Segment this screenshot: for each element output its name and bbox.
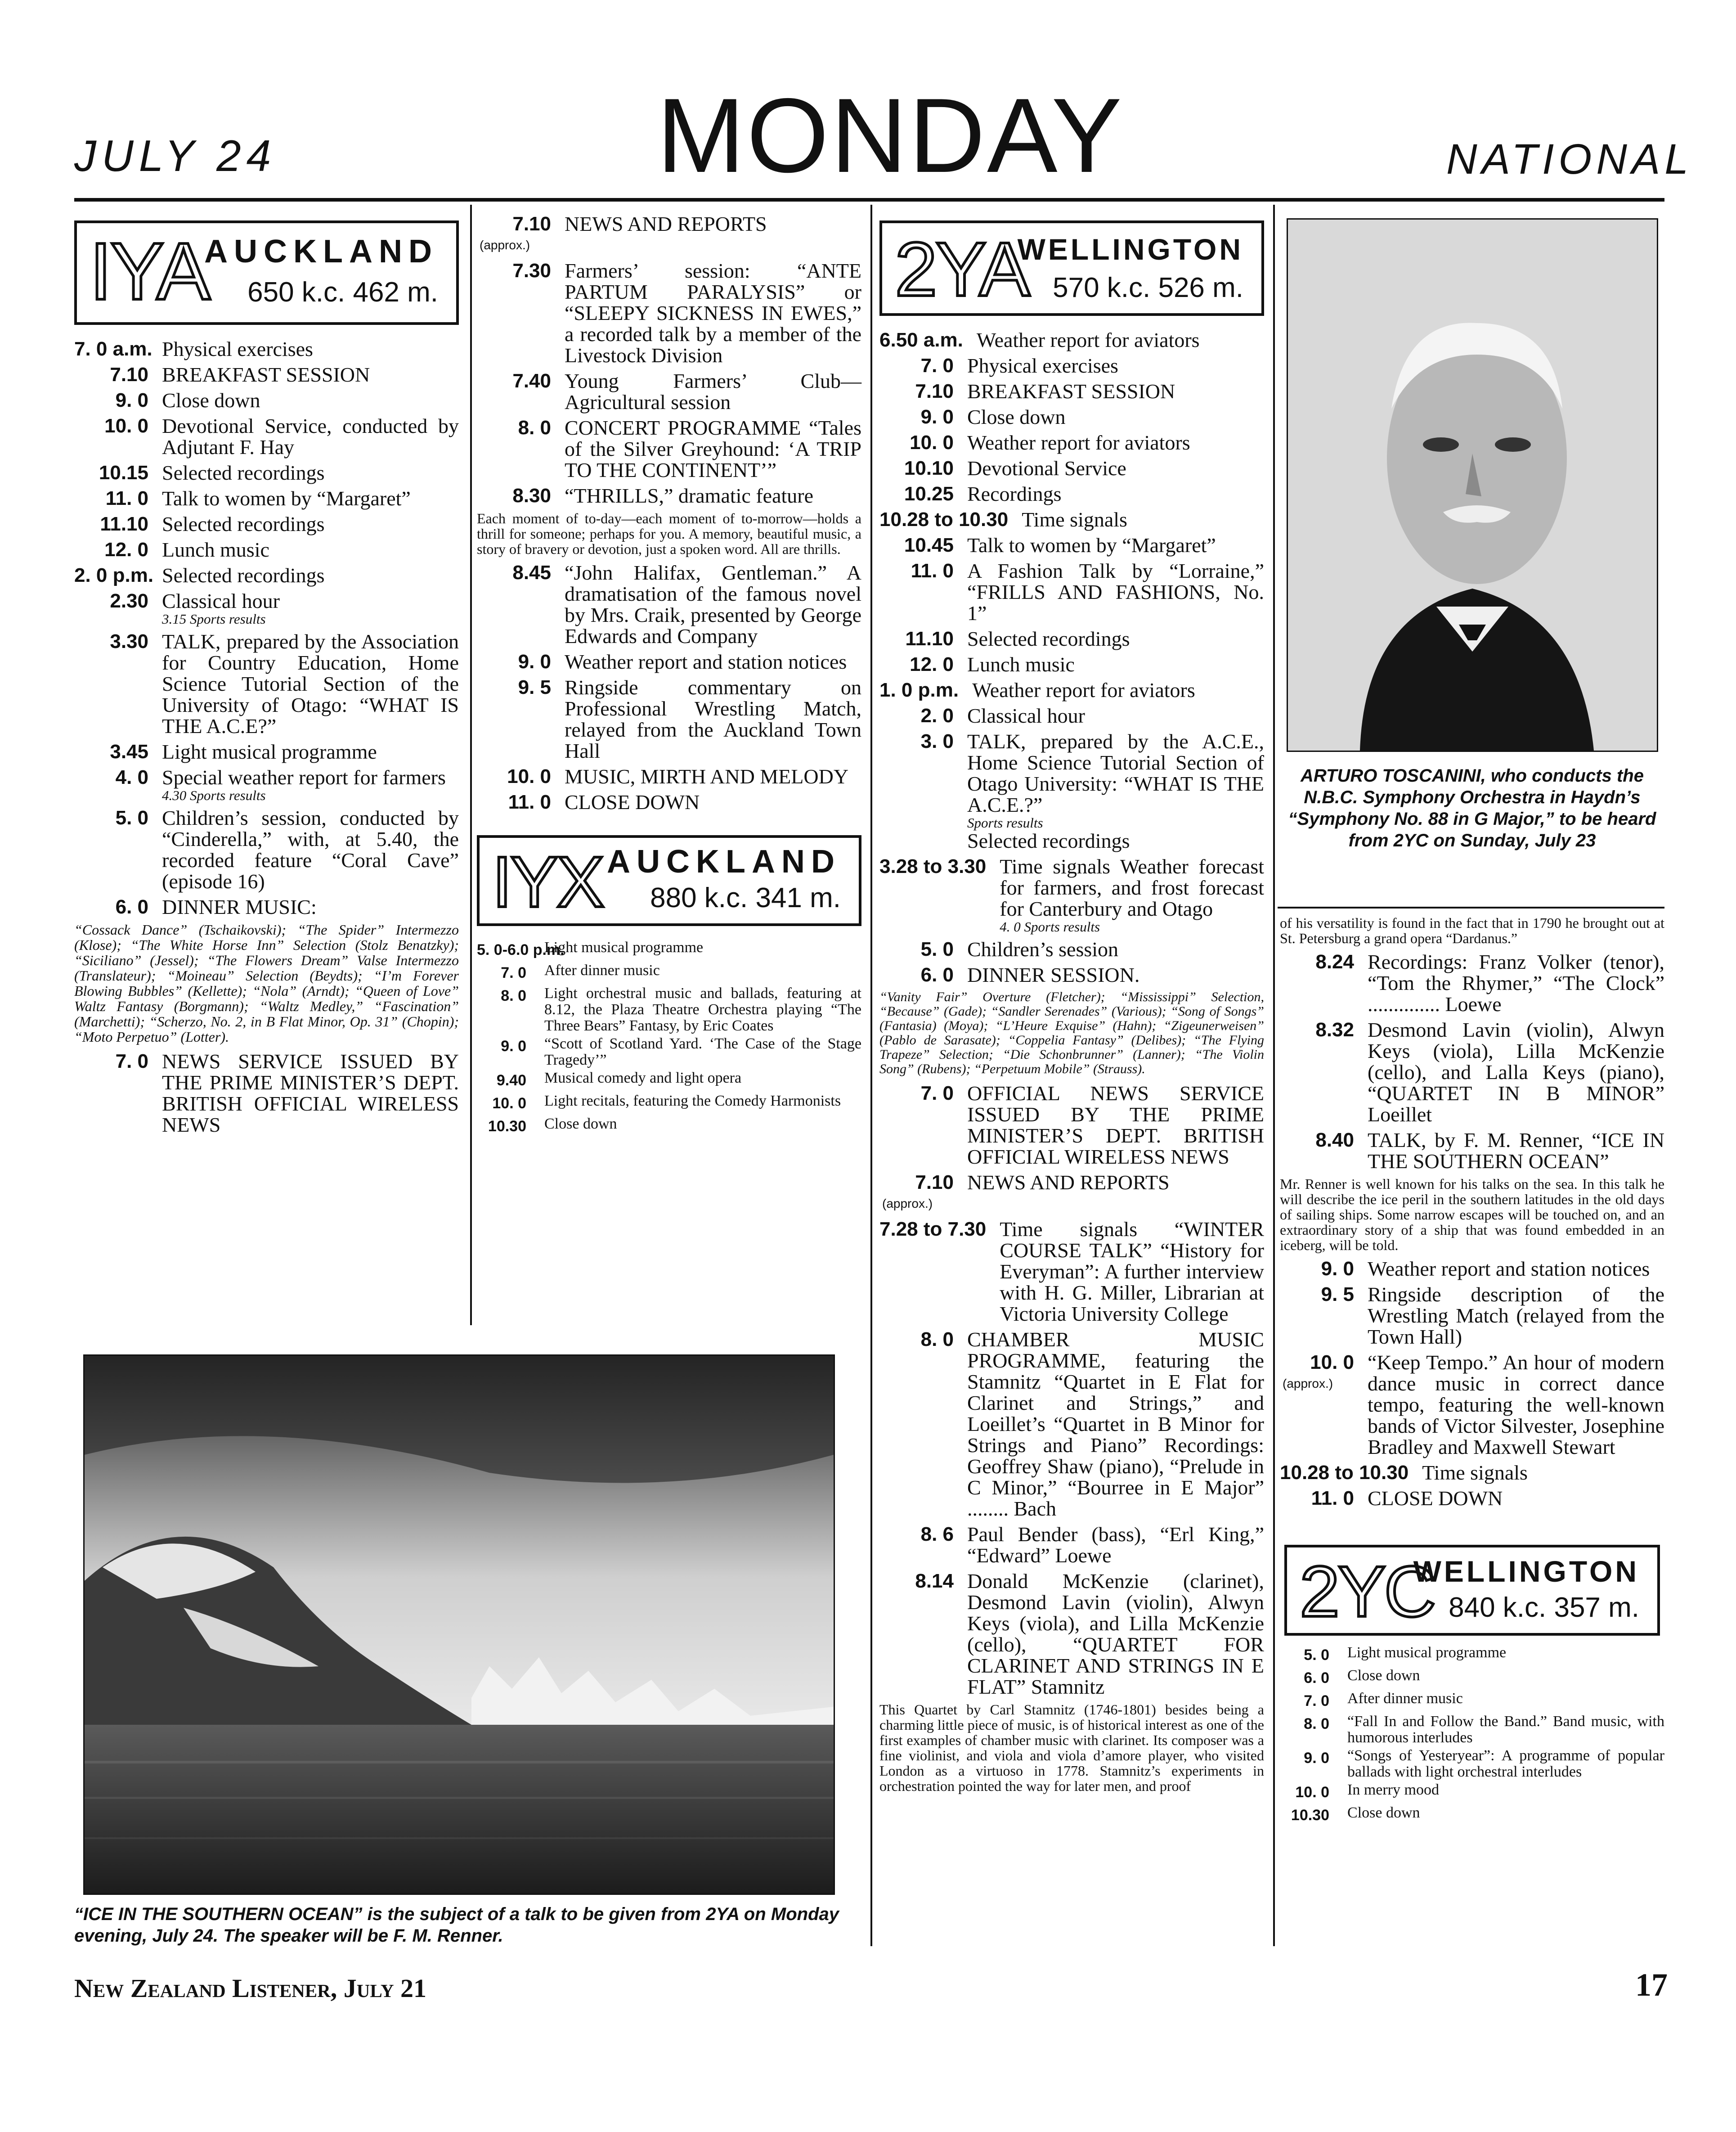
column-1ya: [74, 220, 459, 1140]
programme-time: 10.30: [488, 1118, 526, 1135]
programme-item: [879, 1329, 1264, 1519]
programme-text: TALK, prepared by the Association for Country Education, Home Science Tutorial Section of the University of Otago: “WHAT IS THE A.C.E?”: [162, 630, 459, 738]
programme-text: CONCERT PROGRAMME “Tales of the Silver Greyhound: ‘A TRIP TO THE CONTINENT’”: [565, 416, 861, 481]
programme-time: 8. 0: [501, 987, 526, 1004]
programme-subnote: 4. 0 Sports results: [1000, 919, 1100, 935]
dinner-session-list: “Vanity Fair” Overture (Fletcher); “Mississippi” Selection, “Because” (Gade); “Sandler Serenades” (Various); “Song of Songs” (Fantasia) (Moya); “L’Heure Exquise” (Hahn); “Zigeunerweisen” (Pablo de Sarasate); “Coppelia Fantasy” (Delibes); “The Flying Trapeze” Selection; “Die Schonbrunner” (Lanner); “The Violin Song” (Rubens); “Perpetuum Mobile” (Strauss).: [879, 990, 1264, 1076]
programme-time: 11.10: [100, 513, 148, 535]
programme-text: Close down: [967, 405, 1066, 428]
station-box-2ya: [879, 220, 1264, 316]
programme-item: [1280, 1668, 1664, 1689]
programme-time: 10. 0: [910, 432, 954, 454]
programme-time: 11. 0: [508, 791, 551, 813]
programme-item: [879, 856, 1264, 934]
programme-text: Close down: [162, 389, 260, 412]
iceberg-image: [85, 1356, 834, 1894]
programme-text: Talk to women by “Margaret”: [162, 487, 411, 510]
programme-item: [74, 488, 459, 509]
programme-item: [477, 792, 861, 813]
programme-item: [879, 535, 1264, 556]
column-1ya-evening: [477, 211, 861, 1139]
programme-text: Ringside commentary on Professional Wrestling Match, relayed from the Auckland Town Hall: [565, 676, 861, 762]
programme-item: [74, 513, 459, 535]
programme-text: Selected recordings: [162, 564, 325, 587]
programme-time: 5. 0-6.0 p.m.: [477, 941, 565, 958]
programme-item: [879, 628, 1264, 649]
programme-time: 3.28 to 3.30: [879, 855, 987, 877]
programme-text: “THRILLS,” dramatic feature: [565, 484, 814, 507]
programme-item: [879, 1524, 1264, 1566]
programme-text: Time signals “WINTER COURSE TALK” “History for Everyman”: A further interview with H. G. Miller, Librarian at Victoria University College: [1000, 1218, 1264, 1325]
programme-text: Selected recordings: [162, 461, 325, 484]
programme-text: Selected recordings: [967, 627, 1130, 650]
page-day-title: MONDAY: [657, 76, 1124, 194]
programme-time: 10.15: [99, 462, 148, 484]
programme-item: [879, 705, 1264, 726]
programme-item: [879, 679, 1264, 701]
programme-text: Special weather report for farmers 4.30 Sports results: [162, 767, 459, 803]
programme-text: Children’s session: [967, 938, 1119, 961]
programme-time: 9. 5: [1321, 1283, 1354, 1305]
programme-text: Paul Bender (bass), “Erl King,” “Edward” Loewe: [967, 1523, 1264, 1567]
programme-time: 7. 0: [920, 1082, 954, 1104]
programme-item: [879, 654, 1264, 675]
programme-time: 10.28 to 10.30: [1280, 1462, 1409, 1484]
station-call-sign: IYA: [90, 226, 209, 317]
programme-text: Close down: [544, 1115, 617, 1132]
programme-time: 7. 0: [920, 355, 954, 377]
programme-time: 7. 0: [115, 1050, 148, 1072]
page-date: JULY 24: [74, 131, 277, 180]
stamnitz-note: This Quartet by Carl Stamnitz (1746-1801) besides being a charming little piece of music, is of historical interest as one of the first examples of chamber music with clarinet. Its composer was a fine violinist, and viola and viola d’amore player, who visited London as a virtuoso in 1778. Stamnitz’s experiments in orchestration pointed the way for later men, and proof: [879, 1701, 1264, 1794]
programme-item: [1280, 951, 1664, 1015]
programme-text: Weather report for aviators: [972, 679, 1195, 702]
programme-item: [477, 651, 861, 672]
station-frequency: 880 k.c. 341 m.: [650, 882, 841, 913]
programme-text: Farmers’ session: “ANTE PARTUM PARALYSIS” or “SLEEPY SICKNESS IN EWES,” a recorded talk by a member of the Livestock Division: [565, 259, 861, 367]
programme-item: [74, 590, 459, 626]
programme-text: Light recitals, featuring the Comedy Harmonists: [544, 1093, 841, 1109]
programme-text: OFFICIAL NEWS SERVICE ISSUED BY THE PRIME MINISTER’S DEPT. BRITISH OFFICIAL WIRELESS NEWS: [967, 1082, 1264, 1168]
programme-text: Time signals: [1422, 1461, 1528, 1484]
programme-time: 8.32: [1315, 1019, 1354, 1041]
programme-text: Classical hour: [967, 704, 1085, 727]
programme-time: 6.50 a.m.: [879, 329, 963, 351]
programme-text: After dinner music: [544, 962, 660, 979]
programme-text: Light musical programme: [162, 740, 377, 763]
station-city: AUCKLAND: [607, 844, 841, 880]
portrait-image: [1288, 220, 1657, 751]
programme-item: [879, 381, 1264, 402]
programme-text: After dinner music: [1347, 1690, 1463, 1707]
station-box-2yc: [1284, 1545, 1660, 1636]
programme-item: [1280, 1284, 1664, 1347]
programme-text: CLOSE DOWN: [565, 791, 700, 814]
programme-time: 9. 0: [920, 406, 954, 428]
programme-item: [879, 964, 1264, 985]
station-call-sign: 2YC: [1300, 1551, 1435, 1632]
programme-time: 7.10 (approx.): [879, 1172, 967, 1214]
programme-item: [477, 766, 861, 787]
programme-item: [879, 483, 1264, 504]
programme-text: BREAKFAST SESSION: [967, 380, 1175, 403]
programme-item: [74, 415, 459, 458]
programme-item: [1280, 1748, 1664, 1780]
programme-time: 9. 5: [518, 676, 551, 698]
programme-item: [74, 1051, 459, 1135]
programme-text: A Fashion Talk by “Lorraine,” “FRILLS AND FASHIONS, No. 1”: [967, 559, 1264, 625]
programme-list-2ya-late: [1280, 951, 1664, 1172]
programme-text: “Songs of Yesteryear”: A programme of popular ballads with light orchestral interludes: [1347, 1747, 1664, 1780]
programme-item: [1280, 1488, 1664, 1509]
programme-text: Close down: [1347, 1667, 1420, 1684]
station-call-sign: IYX: [492, 841, 603, 922]
programme-time: 8. 0: [518, 417, 551, 439]
column-divider-2: [870, 205, 872, 1946]
station-frequency: 570 k.c. 526 m.: [1053, 272, 1243, 303]
programme-item: [879, 1083, 1264, 1167]
programme-time: 7. 0: [1304, 1692, 1329, 1709]
programme-text: Time signals Weather forecast for farmers, and frost forecast for Canterbury and Otago 4. 0 Sports results: [1000, 855, 1264, 935]
programme-item: [879, 432, 1264, 453]
programme-time: 10.10: [904, 457, 954, 479]
approx-label: (approx.): [480, 238, 530, 252]
programme-text: “Keep Tempo.” An hour of modern dance music in correct dance tempo, featuring the well-known bands of Victor Silvester, Josephine Bradley and Maxwell Stewart: [1368, 1351, 1664, 1458]
programme-time: 10. 0: [507, 765, 551, 787]
programme-text: “Scott of Scotland Yard. ‘The Case of the Stage Tragedy’”: [544, 1035, 861, 1068]
programme-item: [74, 364, 459, 385]
programme-time: 3. 0: [920, 730, 954, 752]
footer-publication: New Zealand Listener, July 21: [74, 1974, 427, 2003]
programme-time: 3.30: [110, 630, 148, 652]
programme-text: Devotional Service, conducted by Adjutant F. Hay: [162, 414, 459, 459]
programme-time: 7. 0: [501, 964, 526, 981]
toscanini-caption: ARTURO TOSCANINI, who conducts the N.B.C. Symphony Orchestra in Haydn’s “Symphony No. 88 in G Major,” to be heard from 2YC on Sunday, July 23: [1288, 766, 1656, 850]
programme-text: NEWS AND REPORTS: [967, 1171, 1170, 1194]
programme-item: [1280, 1691, 1664, 1712]
programme-text: TALK, by F. M. Renner, “ICE IN THE SOUTHERN OCEAN”: [1368, 1129, 1664, 1173]
programme-time: 9. 0: [1304, 1750, 1329, 1767]
programme-time: 10. 0: [1295, 1784, 1329, 1801]
programme-list-1ya: [74, 338, 459, 918]
toscanini-photo: [1287, 218, 1658, 752]
programme-item: [879, 458, 1264, 479]
programme-time: 9.40: [496, 1072, 526, 1089]
programme-text: Talk to women by “Margaret”: [967, 534, 1216, 557]
programme-time: 5. 0: [1304, 1646, 1329, 1664]
thrills-note: Each moment of to-day—each moment of to-morrow—holds a thrill for someone; perhaps for you. A memory, beautiful music, a story of bravery or devotion, just a spoken word. All are thrills.: [477, 510, 861, 557]
station-box-1ya: [74, 220, 459, 325]
programme-item: [1280, 1129, 1664, 1172]
programme-item: [477, 940, 861, 961]
programme-time: 8.45: [512, 562, 551, 584]
programme-time: 4. 0: [115, 766, 148, 788]
programme-time: 3.45: [110, 741, 148, 763]
programme-time: 9. 0: [518, 651, 551, 673]
programme-text: NEWS SERVICE ISSUED BY THE PRIME MINISTER’S DEPT. BRITISH OFFICIAL WIRELESS NEWS: [162, 1050, 459, 1136]
programme-text: Ringside description of the Wrestling Match (relayed from the Town Hall): [1368, 1283, 1664, 1348]
programme-text: Selected recordings: [162, 513, 325, 535]
programme-time: 10.25: [904, 483, 954, 505]
programme-text: DINNER MUSIC:: [162, 895, 317, 918]
programme-item: [74, 807, 459, 892]
programme-text: TALK, prepared by the A.C.E., Home Science Tutorial Section of Otago University: “WHAT IS THE A.C.E.?” Sports results Selected recordings: [967, 730, 1264, 852]
programme-text: Physical exercises: [967, 354, 1118, 377]
station-city: AUCKLAND: [204, 234, 438, 270]
iceberg-caption: “ICE IN THE SOUTHERN OCEAN” is the subject of a talk to be given from 2YA on Monday evening, July 24. The speaker will be F. M. Renner.: [74, 1904, 839, 1946]
programme-item: [1280, 1019, 1664, 1125]
programme-text: Lunch music: [967, 653, 1075, 676]
programme-time: 10. 0: [104, 415, 148, 437]
programme-subnote: Sports results: [967, 815, 1043, 831]
iceberg-photo: [83, 1354, 835, 1895]
programme-item: [477, 213, 861, 256]
programme-time: 8.40: [1315, 1129, 1354, 1151]
station-call-sign: 2YA: [895, 227, 1028, 312]
programme-item: [1280, 1462, 1664, 1483]
programme-text: Desmond Lavin (violin), Alwyn Keys (viola), Lilla McKenzie (cello), and Lalla Keys (piano), “QUARTET IN B MINOR” Loeillet: [1368, 1018, 1664, 1126]
programme-text: DINNER SESSION.: [967, 963, 1140, 986]
programme-item: [477, 260, 861, 366]
programme-time: 1. 0 p.m.: [879, 679, 959, 701]
programme-time: 7.10: [110, 364, 148, 386]
programme-subnote: 3.15 Sports results: [162, 611, 266, 627]
programme-text: Recordings: [967, 482, 1062, 505]
approx-label: (approx.): [882, 1196, 933, 1210]
programme-text: “John Halifax, Gentleman.” A dramatisation of the famous novel by Mrs. Craik, presented by George Edwards and Company: [565, 561, 861, 648]
programme-time: 8.24: [1315, 951, 1354, 973]
stamnitz-note-continued: of his versatility is found in the fact that in 1790 he brought out at St. Petersburg a grand opera “Dardanus.”: [1280, 915, 1664, 946]
programme-time: 7. 0 a.m.: [74, 338, 153, 360]
programme-time: 11. 0: [105, 487, 148, 509]
programme-text: Devotional Service: [967, 457, 1126, 480]
programme-time: 11.10: [905, 628, 954, 650]
station-city: WELLINGTON: [1413, 1555, 1639, 1588]
programme-time: 11. 0: [911, 560, 954, 582]
programme-list-evening-2: [477, 562, 861, 813]
programme-text: Close down: [1347, 1804, 1420, 1821]
programme-text: “Fall In and Follow the Band.” Band music, with humorous interludes: [1347, 1713, 1664, 1746]
programme-item: [1280, 1258, 1664, 1279]
approx-label: (approx.): [1283, 1376, 1333, 1390]
station-city: WELLINGTON: [1017, 233, 1243, 266]
programme-item: [1280, 1805, 1664, 1826]
programme-time: 12. 0: [910, 653, 954, 675]
column-divider-3: [1273, 205, 1275, 1946]
programme-item: [74, 631, 459, 737]
network-label: NATIONAL: [1446, 135, 1693, 183]
programme-item: [477, 677, 861, 761]
programme-text: CLOSE DOWN: [1368, 1487, 1503, 1510]
programme-item: [879, 939, 1264, 960]
programme-time: 7.40: [512, 370, 551, 392]
programme-time: 2.30: [110, 590, 148, 612]
programme-time: 9. 0: [1321, 1258, 1354, 1280]
programme-time: 8. 0: [920, 1328, 954, 1350]
programme-item: [879, 509, 1264, 530]
programme-text: NEWS AND REPORTS: [565, 212, 767, 235]
programme-item: [477, 985, 861, 1034]
programme-time: 10.30: [1291, 1807, 1329, 1824]
programme-time: 10.45: [904, 534, 954, 556]
programme-time: 12. 0: [104, 539, 148, 561]
header-rule: [74, 198, 1664, 202]
programme-item: [879, 731, 1264, 851]
programme-item: [1280, 1352, 1664, 1457]
programme-item: [879, 329, 1264, 351]
programme-text: Weather report for aviators: [976, 328, 1200, 351]
station-frequency: 650 k.c. 462 m.: [247, 277, 438, 308]
programme-text: BREAKFAST SESSION: [162, 363, 370, 386]
programme-text: Light musical programme: [1347, 1644, 1507, 1661]
programme-item: [74, 338, 459, 360]
programme-time: 10. 0 (approx.): [1280, 1352, 1368, 1457]
programme-text: Donald McKenzie (clarinet), Desmond Lavin (violin), Alwyn Keys (viola), and Lilla McKenzie (cello), “QUARTET FOR CLARINET AND STRINGS IN E FLAT” Stamnitz: [967, 1570, 1264, 1698]
programme-time: 8. 0: [1304, 1715, 1329, 1732]
programme-text: Light musical programme: [544, 939, 704, 956]
programme-time: 8.14: [915, 1570, 954, 1592]
programme-item: [477, 370, 861, 413]
programme-text: Light orchestral music and ballads, featuring at 8.12, the Plaza Theatre Orchestra playing “The Three Bears” Fantasy, by Eric Coates: [544, 985, 861, 1034]
programme-item: [74, 462, 459, 483]
toscanini-rule: [1278, 907, 1664, 909]
programme-item: [74, 896, 459, 918]
programme-time: 6. 0: [920, 964, 954, 986]
programme-time: 10. 0: [492, 1095, 526, 1112]
renner-note: Mr. Renner is well known for his talks on the sea. In this talk he will describe the ice peril in the southern latitudes in the old days of sailing ships. Some narrow escapes will be touched on, and an extraordinary story of a ship that was found embedded in an iceberg, will be told.: [1280, 1176, 1664, 1253]
programme-item: [477, 562, 861, 647]
station-frequency: 840 k.c. 357 m.: [1449, 1592, 1639, 1623]
programme-list-2ya: [879, 329, 1264, 985]
programme-time: 7.28 to 7.30: [879, 1218, 987, 1240]
programme-text: Time signals: [1022, 508, 1127, 531]
programme-item: [477, 1093, 861, 1114]
programme-item: [879, 560, 1264, 624]
programme-item: [477, 1070, 861, 1091]
programme-text: Musical comedy and light opera: [544, 1070, 742, 1086]
programme-item: [879, 1172, 1264, 1214]
programme-text: Physical exercises: [162, 337, 313, 360]
programme-time: 10.28 to 10.30: [879, 508, 1009, 531]
programme-followup: Selected recordings: [967, 829, 1130, 852]
column-2ya-continued: [1280, 913, 1664, 1828]
programme-text: Children’s session, conducted by “Cinderella,” with, at 5.40, the recorded feature “Coral Cave” (episode 16): [162, 806, 459, 893]
programme-text: MUSIC, MIRTH AND MELODY: [565, 765, 849, 788]
programme-list-2yc: [1280, 1645, 1664, 1826]
programme-item: [74, 539, 459, 560]
programme-item: [74, 390, 459, 411]
station-box-1yx: [477, 835, 861, 926]
programme-time: 8. 6: [920, 1523, 954, 1545]
programme-text: Lunch music: [162, 538, 269, 561]
programme-list-1yx: [477, 940, 861, 1137]
programme-list-2ya-evening: [879, 1083, 1264, 1697]
dinner-music-list: “Cossack Dance” (Tschaikovski); “The Spider” Intermezzo (Klose); “The White Horse Inn” Selection (Stolz Benatzky); “Siciliano” (Jessel); “The Flowers Dream” Valse Intermezzo (Translateur); “Moineau” Selection (Beydts); “I’m Forever Blowing Bubbles” (Kellette); “Nola” (Arndt); “Queen of Love” Waltz Fantasy (Borgmann); “Waltz Medley,” “Fascination” (Marchetti); “Scherzo, No. 2, in B Flat Minor, Op. 31” (Chopin); “Moto Perpetuo” (Lotter).: [74, 922, 459, 1045]
programme-item: [879, 406, 1264, 427]
programme-list-evening: [477, 213, 861, 506]
programme-time: 2. 0 p.m.: [74, 564, 154, 586]
programme-text: Young Farmers’ Club—Agricultural session: [565, 369, 861, 414]
column-2ya: [879, 220, 1264, 1799]
programme-subnote: 4.30 Sports results: [162, 787, 266, 803]
programme-item: [1280, 1645, 1664, 1666]
programme-item: [477, 485, 861, 506]
programme-time: 2. 0: [920, 705, 954, 727]
programme-text: Weather report and station notices: [565, 650, 847, 673]
programme-time: 11. 0: [1311, 1487, 1354, 1509]
programme-time: 5. 0: [920, 938, 954, 960]
programme-time: 7.30: [512, 260, 551, 282]
programme-text: Weather report and station notices: [1368, 1257, 1650, 1280]
programme-time: 8.30: [512, 485, 551, 507]
programme-time: 9. 0: [501, 1038, 526, 1055]
programme-time: 6. 0: [1304, 1669, 1329, 1687]
programme-time: 7.10 (approx.): [477, 213, 565, 256]
programme-item: [477, 963, 861, 984]
programme-time: 7.10: [915, 380, 954, 402]
programme-time: 9. 0: [115, 389, 148, 411]
programme-item: [74, 767, 459, 803]
programme-text: Classical hour 3.15 Sports results: [162, 590, 459, 626]
programme-time: 6. 0: [115, 896, 148, 918]
programme-item: [74, 565, 459, 586]
programme-time: 5. 0: [115, 807, 148, 829]
programme-item: [1280, 1714, 1664, 1746]
page-number: 17: [1635, 1967, 1668, 2003]
programme-item: [477, 417, 861, 481]
programme-text: Weather report for aviators: [967, 431, 1190, 454]
programme-list-2ya-late-2: [1280, 1258, 1664, 1509]
programme-text: Recordings: Franz Volker (tenor), “Tom the Rhymer,” “The Clock” .............. Loewe: [1368, 950, 1664, 1016]
programme-item: [879, 355, 1264, 376]
programme-item: [879, 1219, 1264, 1324]
programme-item: [74, 741, 459, 762]
programme-text: In merry mood: [1347, 1781, 1439, 1798]
programme-item: [477, 1036, 861, 1068]
column-divider-1: [470, 205, 472, 1325]
programme-item: [477, 1116, 861, 1137]
programme-text: CHAMBER MUSIC PROGRAMME, featuring the Stamnitz “Quartet in E Flat for Clarinet and Strings,” and Loeillet’s “Quartet in B Minor for Strings and Piano” Recordings: Geoffrey Shaw (piano), “Prelude in C Minor,” “Bourree in E Major” ........ Bach: [967, 1328, 1264, 1520]
programme-item: [879, 1570, 1264, 1697]
programme-item: [1280, 1782, 1664, 1803]
